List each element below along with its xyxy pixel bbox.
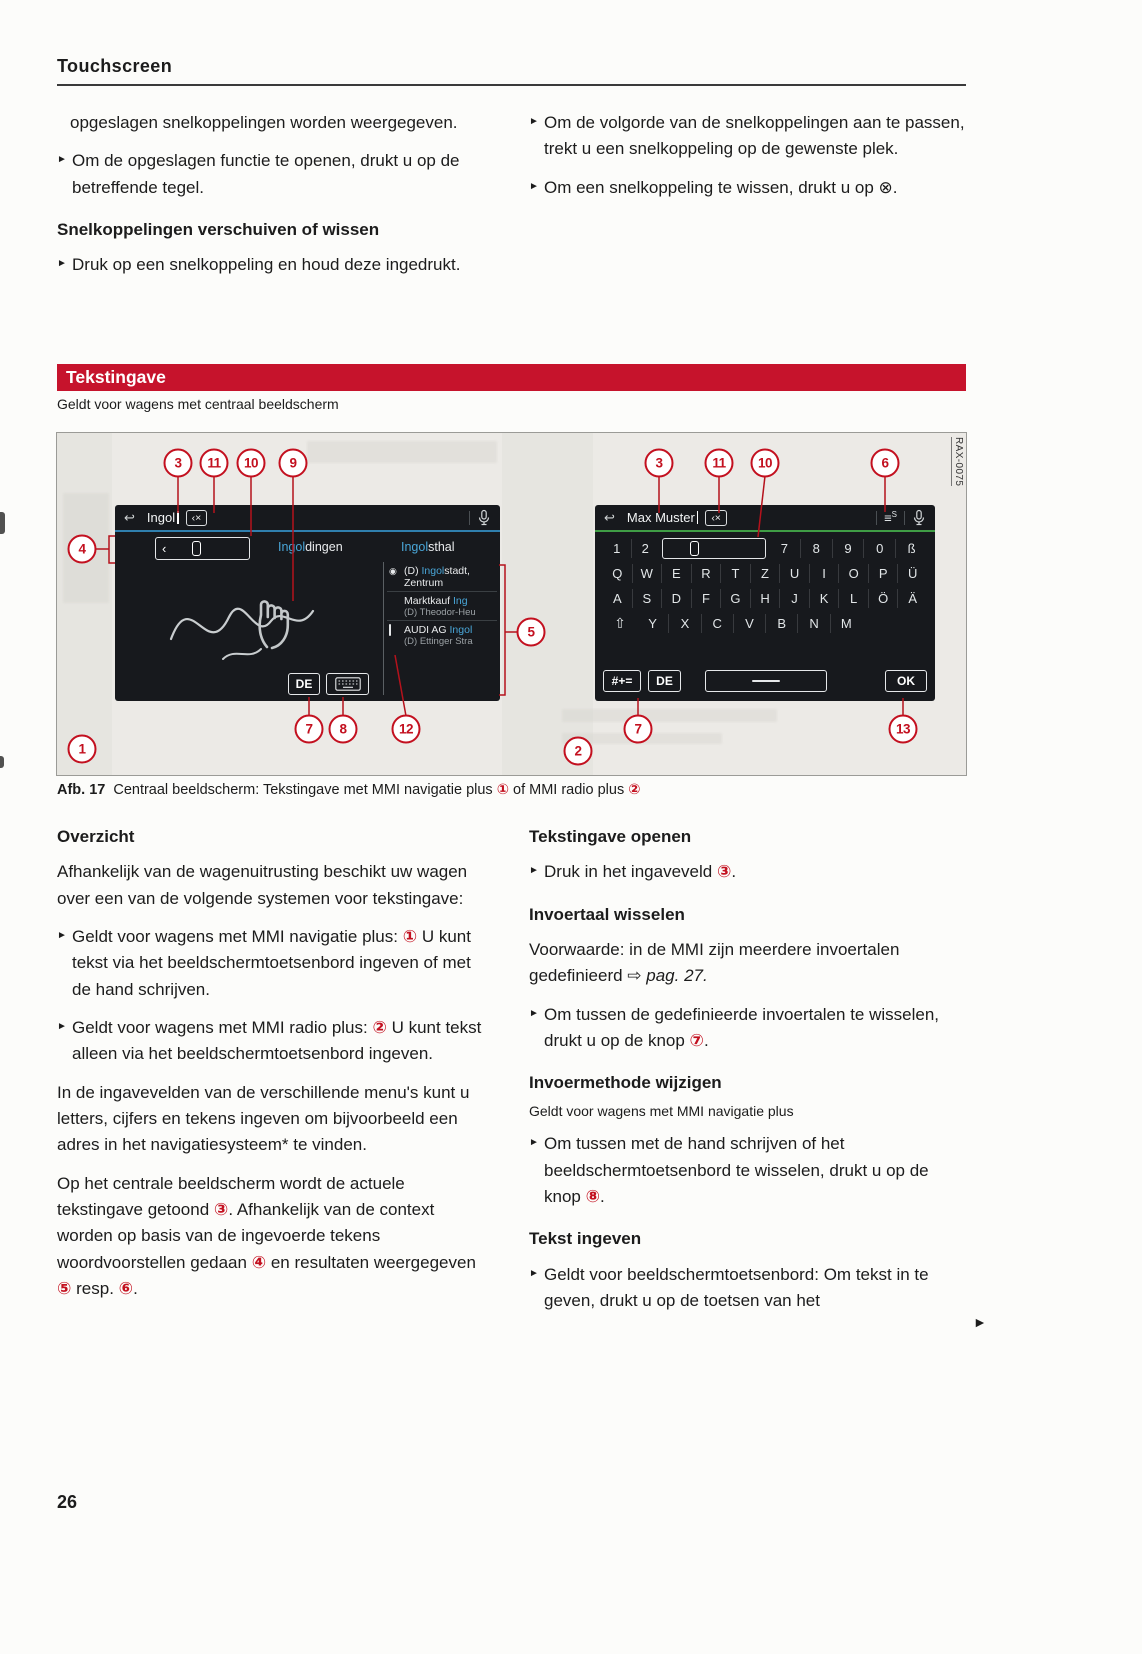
key: Q bbox=[612, 566, 623, 581]
key: K bbox=[809, 589, 839, 608]
result-text: AUDI AG Ingol (D) Ettinger Stra bbox=[404, 624, 473, 647]
result-item bbox=[387, 592, 497, 621]
separator bbox=[876, 511, 877, 525]
bleed-through-ghost bbox=[57, 433, 112, 775]
key: Ö bbox=[868, 589, 898, 608]
key: B bbox=[765, 614, 797, 633]
section-title: Tekstingave bbox=[66, 367, 166, 387]
callout-11: 11 bbox=[200, 449, 229, 478]
ok-key: OK bbox=[885, 670, 927, 692]
intro-right-column bbox=[529, 110, 965, 291]
callout-10: 10 bbox=[237, 449, 266, 478]
figure-code: RAX-0075 bbox=[953, 437, 964, 487]
key: Ä bbox=[897, 589, 927, 608]
paragraph: opgeslagen snelkoppelingen worden weergegeven. bbox=[70, 113, 458, 132]
callout-5: 5 bbox=[517, 618, 546, 647]
key: X bbox=[668, 614, 700, 633]
callout-3: 3 bbox=[164, 449, 193, 478]
intro-left-column bbox=[57, 110, 493, 291]
cursor-handle bbox=[192, 541, 201, 556]
bullet-text: Druk in het ingaveveld ③. bbox=[544, 862, 737, 882]
mmi-radio-screen bbox=[595, 505, 935, 701]
bullet-text: Geldt voor beeldschermtoetsenbord: Om tekst in te geven, drukt u op de toetsen van het bbox=[544, 1264, 929, 1311]
subsection-heading: Invoermethode wijzigen bbox=[529, 1073, 722, 1093]
hand-icon bbox=[253, 591, 305, 653]
body-left-column bbox=[57, 824, 493, 1327]
position-icon: ◉ bbox=[389, 566, 397, 576]
key: I bbox=[809, 564, 839, 583]
word-suggestion bbox=[278, 540, 343, 554]
figure-17 bbox=[56, 432, 967, 776]
bullet-text: Geldt voor wagens met MMI navigatie plus: ① U kunt tekst via het beeldschermtoetsenbord ingeven of met de hand schrijven. bbox=[72, 927, 471, 999]
key: W bbox=[632, 564, 662, 583]
search-results-list bbox=[387, 562, 497, 649]
key: D bbox=[661, 589, 691, 608]
callout-8: 8 bbox=[329, 715, 358, 744]
paragraph bbox=[529, 937, 965, 990]
back-icon: ↩ bbox=[124, 509, 135, 525]
callout-7: 7 bbox=[295, 715, 324, 744]
suggestion-rest: dingen bbox=[305, 540, 343, 554]
bullet-item bbox=[529, 1262, 965, 1315]
applies-note: Geldt voor wagens met MMI navigatie plus bbox=[529, 1102, 794, 1119]
key: L bbox=[838, 589, 868, 608]
text-caret bbox=[697, 511, 699, 524]
handwriting-stroke bbox=[163, 577, 333, 687]
panel-divider bbox=[383, 562, 384, 695]
bullet-item bbox=[57, 924, 493, 1003]
callout-3-right: 3 bbox=[645, 449, 674, 478]
input-text: Max Muster bbox=[626, 510, 695, 525]
subsection-heading: Overzicht bbox=[57, 827, 135, 846]
bleed-through-ghost bbox=[502, 433, 593, 775]
result-item bbox=[387, 562, 497, 592]
space-key bbox=[705, 670, 827, 692]
chevron-left-icon: ‹ bbox=[162, 541, 167, 556]
voice-input-icon bbox=[912, 509, 926, 527]
condition-text: Voorwaarde: in de MMI zijn meerdere invoertalen gedefinieerd ⇨ bbox=[529, 940, 900, 986]
bullet-text: Druk op een snelkoppeling en houd deze ingedrukt. bbox=[72, 255, 461, 275]
subsection-heading: Snelkoppelingen verschuiven of wissen bbox=[57, 220, 380, 240]
key: G bbox=[720, 589, 750, 608]
result-item bbox=[387, 621, 497, 649]
key: M bbox=[830, 614, 862, 633]
word-suggestion bbox=[401, 540, 455, 554]
key: U bbox=[779, 564, 809, 583]
scan-artifact bbox=[0, 512, 5, 534]
bullet-item bbox=[529, 1131, 965, 1210]
callout-6: 6 bbox=[871, 449, 900, 478]
cursor-control bbox=[662, 538, 766, 559]
key: 1 bbox=[613, 541, 621, 556]
paragraph: Op het centrale beeldscherm wordt de actuele tekstingave getoond ③. Afhankelijk van de context worden op basis van de ingevoerde tekens woordvoorstellen gedaan ④ en resultaten weergegeven ⑤ resp. ⑥. bbox=[57, 1173, 476, 1299]
input-field-bar bbox=[595, 505, 935, 532]
figure-caption-label: Afb. 17 bbox=[57, 782, 106, 798]
page-header-title: Touchscreen bbox=[57, 56, 173, 76]
text-caret bbox=[177, 511, 179, 524]
key: Ü bbox=[897, 564, 927, 583]
bullet-item bbox=[57, 252, 493, 278]
section-banner bbox=[57, 364, 966, 391]
bullet-item bbox=[529, 175, 965, 201]
callout-9: 9 bbox=[279, 449, 308, 478]
suggestion-match: Ingol bbox=[401, 540, 429, 554]
key: E bbox=[661, 564, 691, 583]
language-key: DE bbox=[648, 670, 681, 692]
callout-13: 13 bbox=[889, 715, 918, 744]
layout-list-icon: ≡$^S$ bbox=[884, 509, 897, 526]
poi-icon bbox=[389, 624, 391, 636]
bullet-item bbox=[57, 148, 493, 201]
key: F bbox=[691, 589, 721, 608]
scan-artifact bbox=[0, 756, 4, 768]
key: C bbox=[701, 614, 733, 633]
onscreen-keyboard bbox=[603, 536, 927, 636]
backspace-key: ‹× bbox=[705, 510, 727, 526]
bullet-item bbox=[529, 1002, 965, 1055]
language-key: DE bbox=[288, 673, 320, 695]
keyboard-row-top bbox=[603, 561, 927, 586]
callout-11-right: 11 bbox=[705, 449, 734, 478]
mmi-navigation-screen bbox=[115, 505, 500, 701]
callout-4: 4 bbox=[68, 535, 97, 564]
keyboard-row-bottom bbox=[603, 611, 927, 636]
continuation-arrow: ► bbox=[973, 1314, 987, 1330]
callout-1: 1 bbox=[68, 735, 97, 764]
intro-section bbox=[57, 110, 965, 291]
figure-caption bbox=[57, 782, 966, 798]
key: R bbox=[691, 564, 721, 583]
body-section bbox=[57, 824, 987, 1330]
suggestion-rest: sthal bbox=[428, 540, 455, 554]
voice-input-icon bbox=[477, 509, 491, 527]
keyboard-row-numbers bbox=[603, 536, 927, 561]
separator bbox=[469, 511, 470, 525]
key: Z bbox=[750, 564, 780, 583]
key: J bbox=[779, 589, 809, 608]
separator bbox=[904, 511, 905, 525]
key: 2 bbox=[631, 539, 660, 558]
applies-note: Geldt voor wagens met centraal beeldscherm bbox=[57, 396, 339, 412]
suggestion-row bbox=[115, 534, 500, 562]
subsection-heading: Invoertaal wisselen bbox=[529, 904, 685, 924]
key: S bbox=[632, 589, 662, 608]
paragraph: In de ingavevelden van de verschillende menu's kunt u letters, cijfers en tekens ingeven om bijvoorbeeld een adres in het navigatiesysteem* te vinden. bbox=[57, 1082, 470, 1155]
cursor-control bbox=[155, 537, 250, 560]
keyboard-function-row bbox=[603, 670, 927, 692]
bullet-text: Geldt voor wagens met MMI radio plus: ② U kunt tekst alleen via het beeldschermtoetsenbord ingeven. bbox=[72, 1018, 482, 1064]
bleed-through-ghost bbox=[562, 709, 777, 722]
page-reference: pag. 27. bbox=[646, 966, 708, 986]
bullet-item bbox=[57, 1015, 493, 1068]
key: 8 bbox=[800, 539, 832, 558]
subsection-heading: Tekstingave openen bbox=[529, 827, 692, 846]
callout-2: 2 bbox=[564, 737, 593, 766]
input-field-bar bbox=[115, 505, 500, 532]
page-number: 26 bbox=[57, 1492, 78, 1512]
bullet-text: Om tussen met de hand schrijven of het beeldschermtoetsenbord te wisselen, drukt u op de knop ⑧. bbox=[544, 1134, 929, 1207]
subsection-heading: Tekst ingeven bbox=[529, 1229, 642, 1249]
callout-12: 12 bbox=[392, 715, 421, 744]
figure-caption-text: Centraal beeldscherm: Tekstingave met MMI navigatie plus ① of MMI radio plus ② bbox=[113, 782, 641, 798]
keyboard-row-middle bbox=[603, 586, 927, 611]
keyboard-toggle-key bbox=[326, 673, 369, 695]
key: H bbox=[750, 589, 780, 608]
backspace-key: ‹× bbox=[186, 510, 208, 526]
result-text: Marktkauf Ing (D) Theodor-Heu bbox=[404, 595, 476, 618]
symbols-key: #+= bbox=[603, 670, 641, 692]
shift-key: ⇧ bbox=[614, 615, 626, 631]
bullet-text: Om tussen de gedefinieerde invoertalen te wisselen, drukt u op de knop ⑦. bbox=[544, 1004, 940, 1051]
bullet-item bbox=[529, 110, 965, 163]
key: 7 bbox=[780, 541, 789, 556]
input-text: Ingol bbox=[146, 510, 176, 525]
key: Y bbox=[648, 616, 657, 631]
key: 9 bbox=[832, 539, 864, 558]
key: A bbox=[612, 591, 622, 606]
body-right-column bbox=[529, 824, 965, 1327]
key: N bbox=[797, 614, 829, 633]
bullet-item bbox=[529, 859, 965, 885]
key: ß bbox=[895, 539, 927, 558]
key: T bbox=[720, 564, 750, 583]
key: 0 bbox=[863, 539, 895, 558]
paragraph: Afhankelijk van de wagenuitrusting beschikt uw wagen over een van de volgende systemen voor tekstingave: bbox=[57, 862, 468, 908]
callout-10-right: 10 bbox=[751, 449, 780, 478]
back-icon: ↩ bbox=[604, 509, 615, 525]
key: P bbox=[868, 564, 898, 583]
bullet-text: Om de opgeslagen functie te openen, drukt u op de betreffende tegel. bbox=[72, 151, 460, 197]
header-rule bbox=[57, 84, 966, 86]
bullet-text: Om de volgorde van de snelkoppelingen aan te passen, trekt u een snelkoppeling op de gewenste plek. bbox=[544, 113, 965, 159]
bleed-through-ghost bbox=[307, 441, 497, 463]
suggestion-match: Ingol bbox=[278, 540, 306, 554]
cursor-handle bbox=[690, 541, 699, 556]
bullet-text: Om een snelkoppeling te wissen, drukt u op ⊗. bbox=[544, 177, 898, 197]
key: V bbox=[733, 614, 765, 633]
key: O bbox=[838, 564, 868, 583]
result-text: (D) Ingolstadt, Zentrum bbox=[404, 565, 470, 589]
callout-7-right: 7 bbox=[624, 715, 653, 744]
